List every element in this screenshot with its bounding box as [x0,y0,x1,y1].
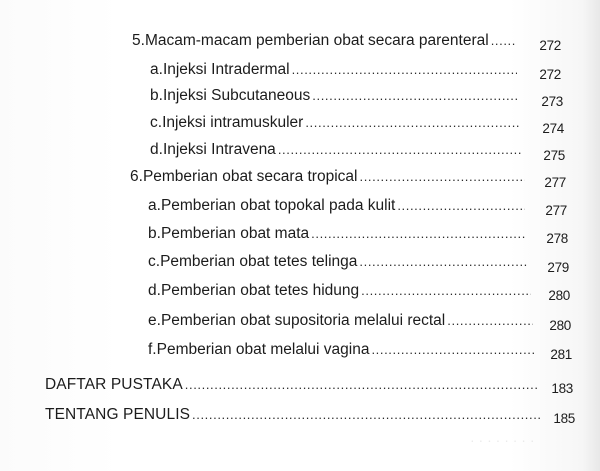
toc-page-number: 280 [548,288,570,303]
dot-leader [292,60,517,80]
toc-page-number: 279 [547,260,569,275]
toc-title: Injeksi intramuskuler [162,114,304,131]
toc-marker: b. [148,225,161,242]
toc-title: Pemberian obat supositoria melalui rectal [160,312,446,329]
toc-entry-5a [150,60,520,80]
dot-leader [359,252,529,272]
dot-leader [371,340,535,360]
dot-leader [311,224,527,244]
toc-entry-6 [130,167,528,187]
toc-page-number: 275 [543,148,565,163]
toc-page-number: 183 [551,381,573,396]
toc-entry-6c [148,252,532,272]
toc-page-number: 278 [546,231,568,246]
toc-title: Pemberian obat tetes telinga [160,253,358,270]
toc-title: Injeksi Intravena [162,141,276,158]
toc-title: Pemberian obat tetes hidung [160,282,360,299]
toc-entry-6a [148,196,528,216]
toc-marker: c. [148,253,161,270]
toc-entry-5d [150,140,524,160]
dot-leader [278,140,521,160]
toc-page-number: 281 [550,347,572,362]
toc-entry-6b [148,224,530,244]
toc-marker: c. [150,114,163,131]
toc-marker: b. [150,87,163,104]
toc-marker: a. [148,197,161,214]
dot-leader [305,113,521,133]
toc-title: Pemberian obat secara tropical [142,168,358,185]
toc-entry-5c [150,113,524,133]
dot-leader [397,196,525,216]
dot-leader [361,281,531,301]
toc-marker: 6. [130,168,143,185]
toc-page-number: 185 [553,411,575,426]
toc-marker: d. [148,282,161,299]
toc-page-number: 274 [542,121,564,136]
toc-page-number: 277 [545,203,567,218]
toc-entry-6e [148,311,536,331]
toc-page-number: 272 [539,67,561,82]
toc-page-number: 280 [549,318,571,333]
toc-title: TENTANG PENULIS [45,406,191,423]
toc-entry-daftar-pustaka [45,375,542,395]
dot-leader [447,311,533,331]
dot-leader [185,375,539,395]
toc-title: DAFTAR PUSTAKA [45,376,183,393]
toc-entry-6f [148,340,538,360]
toc-marker: f. [148,341,157,358]
dot-leader [359,167,525,187]
toc-marker: a. [150,61,163,78]
toc-entry-6d [148,281,534,301]
toc-page-number: 272 [539,38,561,53]
toc-page-number: 277 [544,175,566,190]
toc-entry-5b [150,86,522,106]
dot-leader [192,405,541,425]
toc-marker: e. [148,312,161,329]
page-edge-shadow [582,0,600,471]
toc-title: Injeksi Subcutaneous [162,87,311,104]
toc-page-number: 273 [541,94,563,109]
dot-leader [312,86,519,106]
toc-title: Pemberian obat mata [160,225,310,242]
toc-marker: d. [150,141,163,158]
toc-title: Injeksi Intradermal [162,61,290,78]
dot-leader [491,31,517,51]
toc-title: Pemberian obat topokal pada kulit [160,197,396,214]
toc-marker: 5. [132,32,145,49]
toc-entry-5 [132,31,520,51]
bleed-through-marks: · · · · · · · · [470,432,535,448]
toc-entry-tentang-penulis [45,405,544,425]
toc-title: Macam-macam pemberian obat secara parenteral [144,32,489,49]
toc-title: Pemberian obat melalui vagina [156,341,370,358]
